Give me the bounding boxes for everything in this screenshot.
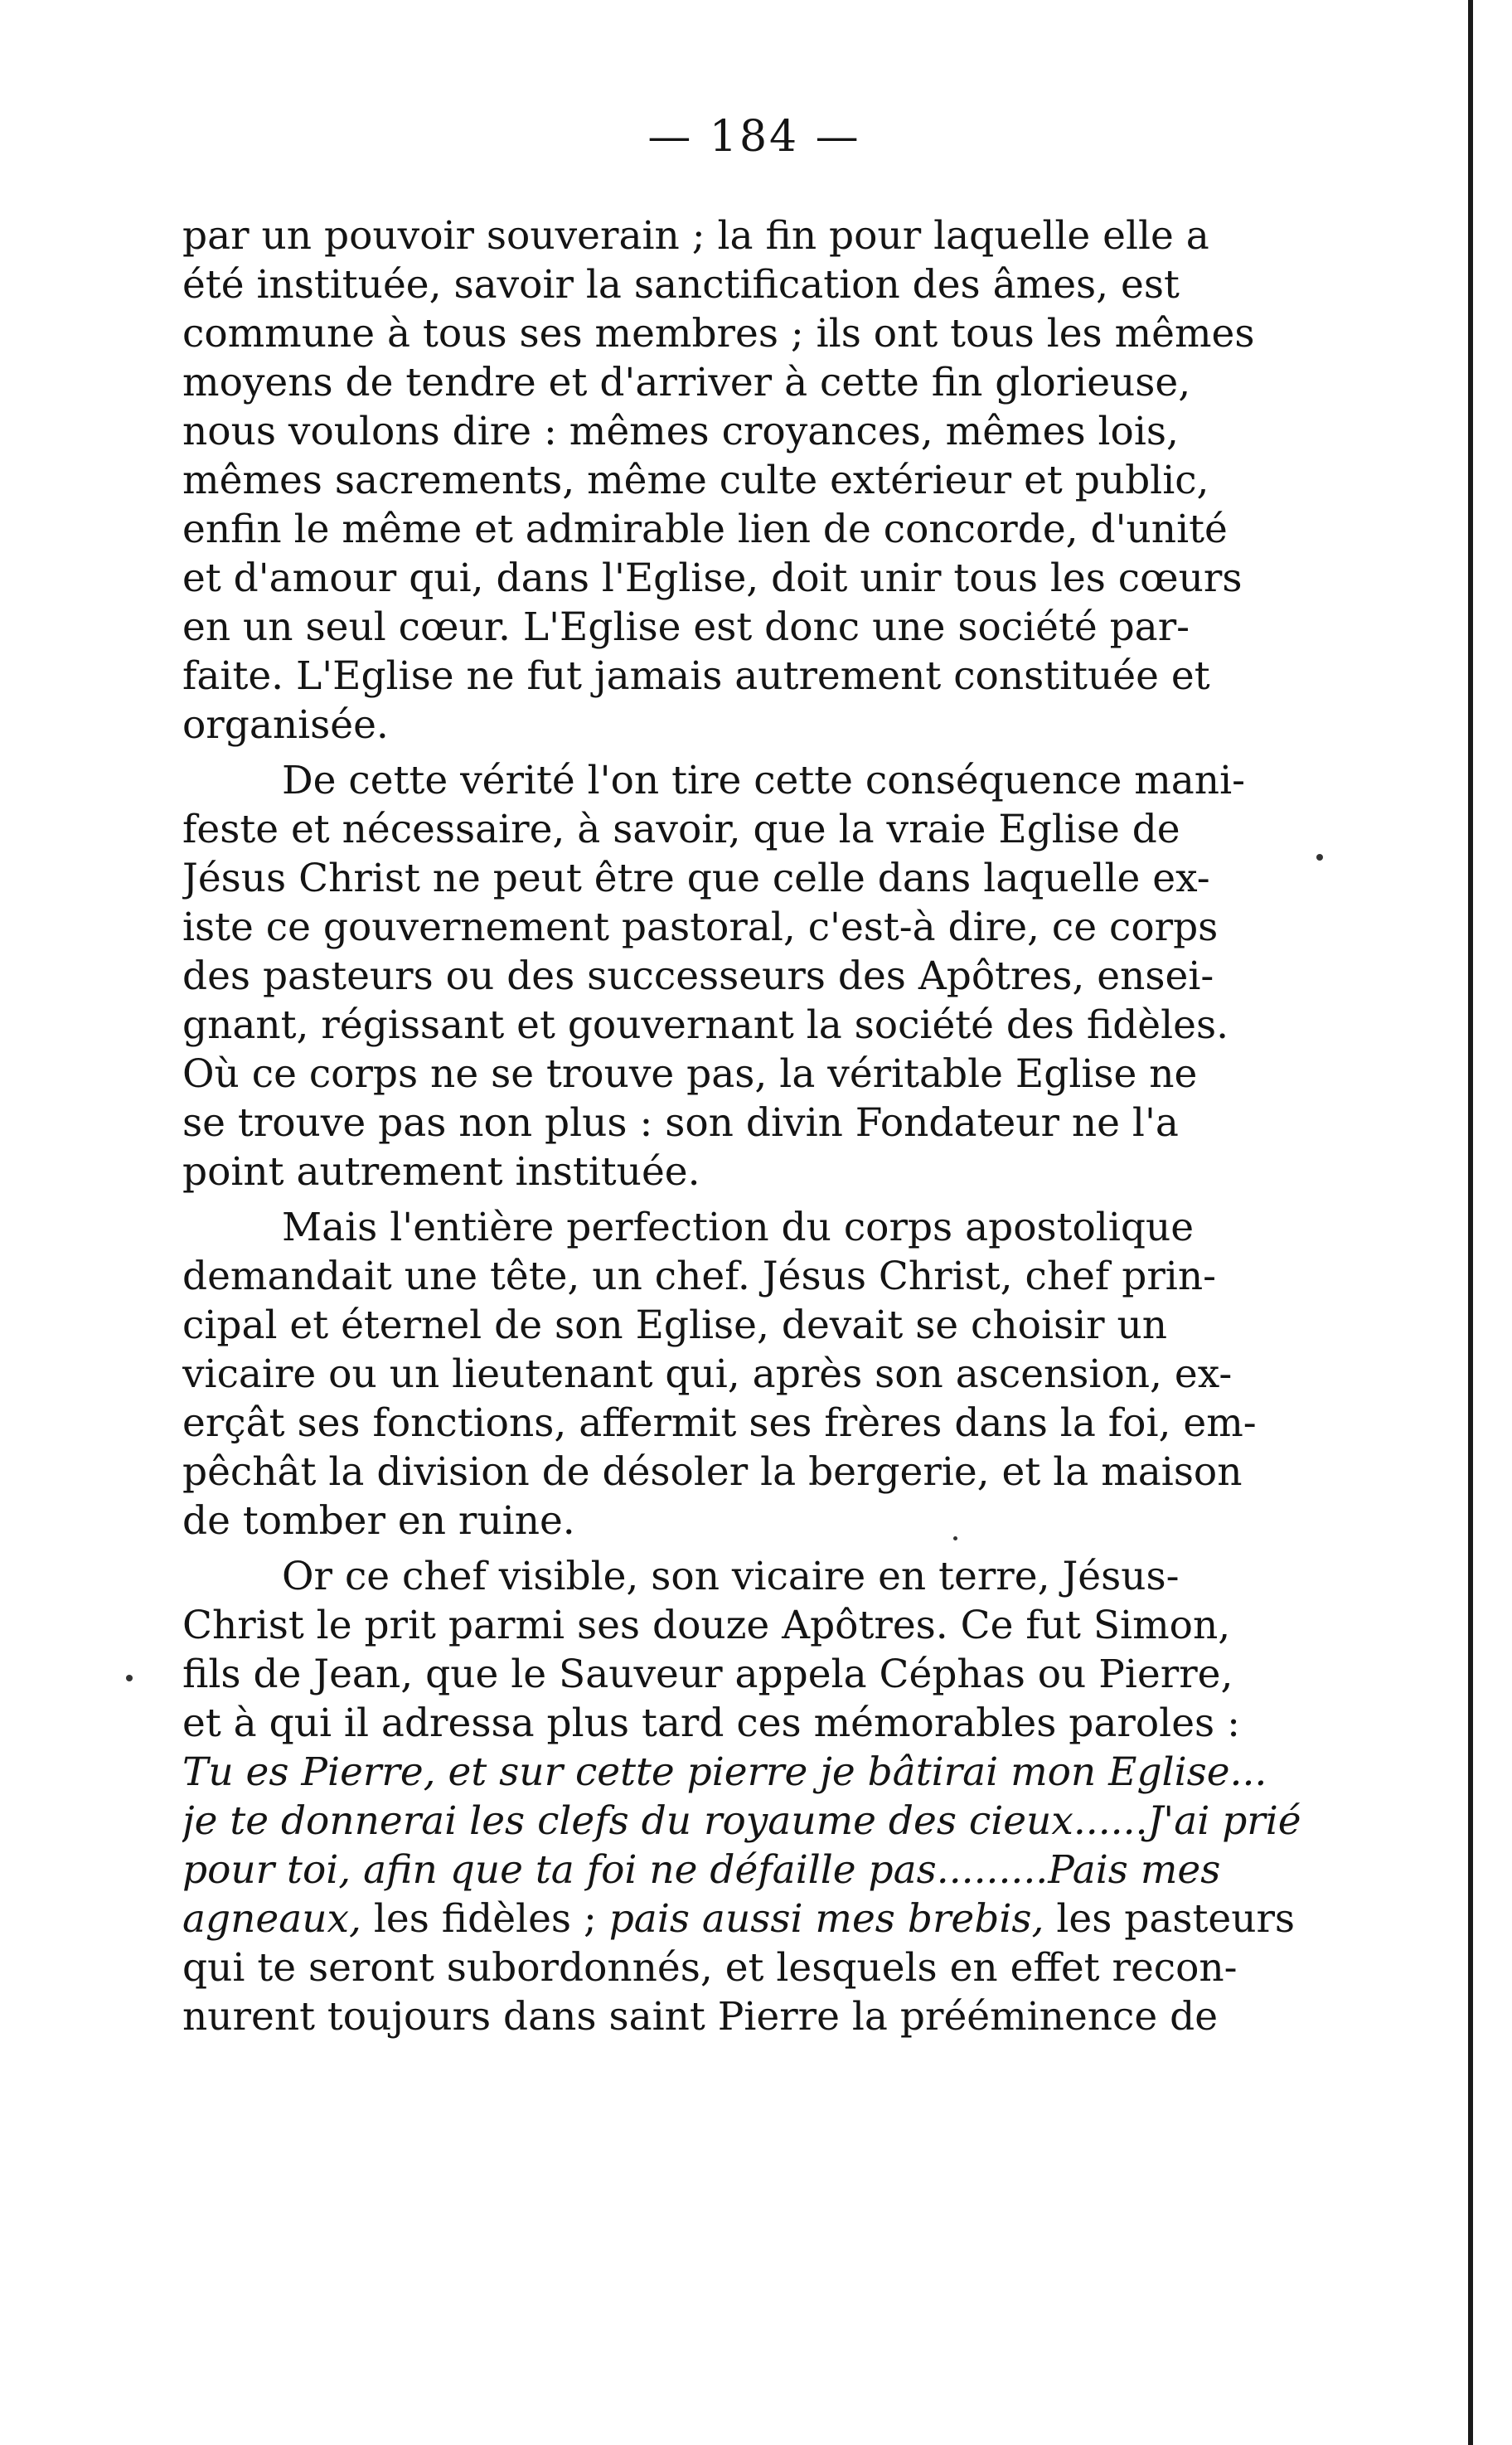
text-segment: qui te seront subordonnés, et lesquels en effet recon- (182, 1945, 1238, 1991)
text-line: pêchât la division de désoler la bergerie, et la maison (182, 1449, 1243, 1495)
text-line (182, 1943, 1351, 1992)
text-line: De cette vérité l'on tire cette conséquence mani- (282, 758, 1245, 803)
text-segment: nurent toujours dans saint Pierre la prééminence de (182, 1994, 1219, 2040)
text-line: nous voulons dire : mêmes croyances, mêmes lois, (182, 409, 1179, 454)
italic-quote-segment: Tu es Pierre, et sur cette pierre je bâtirai mon Eglise... (182, 1749, 1267, 1795)
text-line: fils de Jean, que le Sauveur appela Céphas ou Pierre, (182, 1652, 1233, 1697)
text-line: été instituée, savoir la sanctification des âmes, est (182, 262, 1180, 308)
text-line: des pasteurs ou des successeurs des Apôtres, ensei- (182, 953, 1214, 999)
stray-ink-dot (126, 1675, 133, 1681)
page-number: — 184 — (647, 112, 861, 162)
paragraph (182, 211, 1351, 750)
italic-quote-segment: pais aussi mes brebis, (608, 1896, 1044, 1942)
text-line: se trouve pas non plus : son divin Fondateur ne l'a (182, 1100, 1179, 1146)
text-line: point autrement instituée. (182, 1149, 700, 1195)
stray-ink-dot (953, 1536, 957, 1540)
text-line: vicaire ou un lieutenant qui, après son ascension, ex- (182, 1351, 1233, 1397)
text-line: de tomber en ruine. (182, 1498, 575, 1544)
body-text (182, 211, 1351, 2041)
text-line: et à qui il adressa plus tard ces mémorables paroles : (182, 1700, 1240, 1746)
italic-quote-segment: je te donnerai les clefs du royaume des cieux......J'ai prié (182, 1798, 1301, 1844)
text-line: moyens de tendre et d'arriver à cette fin glorieuse, (182, 360, 1191, 405)
text-line: cipal et éternel de son Eglise, devait se choisir un (182, 1303, 1168, 1348)
italic-quote-segment: agneaux, (182, 1896, 361, 1942)
text-line: Or ce chef visible, son vicaire en terre, Jésus- (282, 1554, 1180, 1599)
text-line (182, 1846, 1351, 1894)
text-line (182, 1992, 1351, 2041)
text-line: commune à tous ses membres ; ils ont tous les mêmes (182, 311, 1255, 357)
text-line: organisée. (182, 702, 389, 748)
stray-ink-dot (1316, 854, 1323, 861)
text-line: faite. L'Eglise ne fut jamais autrement constituée et (182, 653, 1210, 699)
text-line: mêmes sacrements, même culte extérieur et public, (182, 458, 1209, 503)
text-line: erçât ses fonctions, affermit ses frères dans la foi, em- (182, 1400, 1257, 1446)
paragraph (182, 1203, 1351, 1545)
text-segment: les pasteurs (1044, 1896, 1296, 1942)
paragraph (182, 1552, 1351, 2041)
page-edge-rule (1468, 0, 1473, 2445)
text-line: Christ le prit parmi ses douze Apôtres. Ce fut Simon, (182, 1603, 1231, 1648)
text-line: iste ce gouvernement pastoral, c'est-à dire, ce corps (182, 905, 1219, 950)
text-line: par un pouvoir souverain ; la fin pour laquelle elle a (182, 213, 1209, 259)
text-line (182, 1797, 1351, 1846)
text-line: Mais l'entière perfection du corps apostolique (282, 1205, 1195, 1250)
text-line: Jésus Christ ne peut être que celle dans laquelle ex- (182, 856, 1210, 901)
text-line: gnant, régissant et gouvernant la société des fidèles. (182, 1002, 1229, 1048)
text-line: et d'amour qui, dans l'Eglise, doit unir tous les cœurs (182, 555, 1243, 601)
text-segment: les fidèles ; (361, 1896, 609, 1942)
text-line: demandait une tête, un chef. Jésus Christ, chef prin- (182, 1254, 1216, 1299)
text-line: Où ce corps ne se trouve pas, la véritable Eglise ne (182, 1051, 1198, 1097)
text-line: feste et nécessaire, à savoir, que la vraie Eglise de (182, 807, 1180, 852)
italic-quote-segment: pour toi, afin que ta foi ne défaille pas.........Pais mes (182, 1847, 1221, 1893)
text-line: enfin le même et admirable lien de concorde, d'unité (182, 507, 1228, 552)
text-line: en un seul cœur. L'Eglise est donc une société par- (182, 604, 1190, 650)
text-line (182, 1894, 1351, 1943)
paragraph (182, 756, 1351, 1196)
text-line (182, 1748, 1351, 1797)
